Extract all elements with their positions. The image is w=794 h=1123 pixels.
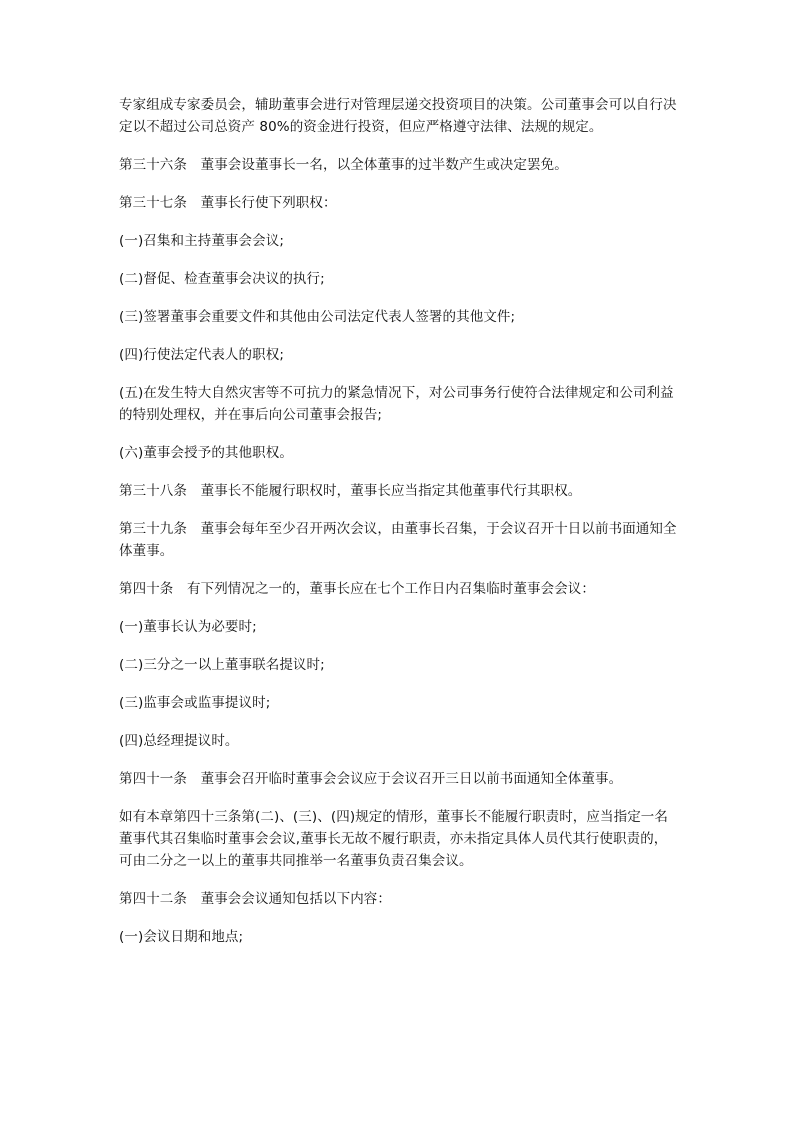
list-item-37-4: (四)行使法定代表人的职权; xyxy=(119,347,284,363)
list-item-37-6: (六)董事会授予的其他职权。 xyxy=(119,445,293,461)
paragraph-article-41: 第四十一条 董事会召开临时董事会会议应于会议召开三日以前书面通知全体董事。 xyxy=(119,771,623,787)
list-item-37-1: (一)召集和主持董事会会议; xyxy=(119,233,284,249)
paragraph-article-40: 第四十条 有下列情况之一的，董事长应在七个工作日内召集临时董事会会议： xyxy=(119,581,595,597)
list-item-40-1: (一)董事长认为必要时; xyxy=(119,619,257,635)
paragraph-article-42: 第四十二条 董事会会议通知包括以下内容： xyxy=(119,891,391,907)
list-item-40-4: (四)总经理提议时。 xyxy=(119,733,239,749)
list-item-37-3: (三)签署董事会重要文件和其他由公司法定代表人签署的其他文件; xyxy=(119,309,516,325)
list-item-40-3: (三)监事会或监事提议时; xyxy=(119,695,271,711)
paragraph-article-38: 第三十八条 董事长不能履行职权时，董事长应当指定其他董事代行其职权。 xyxy=(119,483,582,499)
document-page xyxy=(119,94,679,964)
list-item-37-5: (五)在发生特大自然灾害等不可抗力的紧急情况下，对公司事务行使符合法律规定和公司利益的特别处理权，并在事后向公司董事会报告; xyxy=(119,385,674,423)
paragraph-article-37: 第三十七条 董事长行使下列职权： xyxy=(119,195,337,211)
list-item-42-1: (一)会议日期和地点; xyxy=(119,929,244,945)
paragraph-committee-investment: 专家组成专家委员会，辅助董事会进行对管理层递交投资项目的决策。公司董事会可以自行决定以不超过公司总资产 80%的资金进行投资，但应严格遵守法律、法规的规定。 xyxy=(119,97,677,135)
paragraph-article-39: 第三十九条 董事会每年至少召开两次会议，由董事长召集，于会议召开十日以前书面通知全体董事。 xyxy=(119,521,677,559)
paragraph-article-36: 第三十六条 董事会设董事长一名，以全体董事的过半数产生或决定罢免。 xyxy=(119,157,568,173)
list-item-37-2: (二)督促、检查董事会决议的执行; xyxy=(119,271,325,287)
paragraph-article-41-supplement: 如有本章第四十三条第(二)、(三)、(四)规定的情形，董事长不能履行职责时，应当指定一名董事代其召集临时董事会会议,董事长无故不履行职责，亦未指定具体人员代其行使职责的，可由二分之一以上的董事共同推举一名董事负责召集会议。 xyxy=(119,809,668,869)
list-item-40-2: (二)三分之一以上董事联名提议时; xyxy=(119,657,325,673)
